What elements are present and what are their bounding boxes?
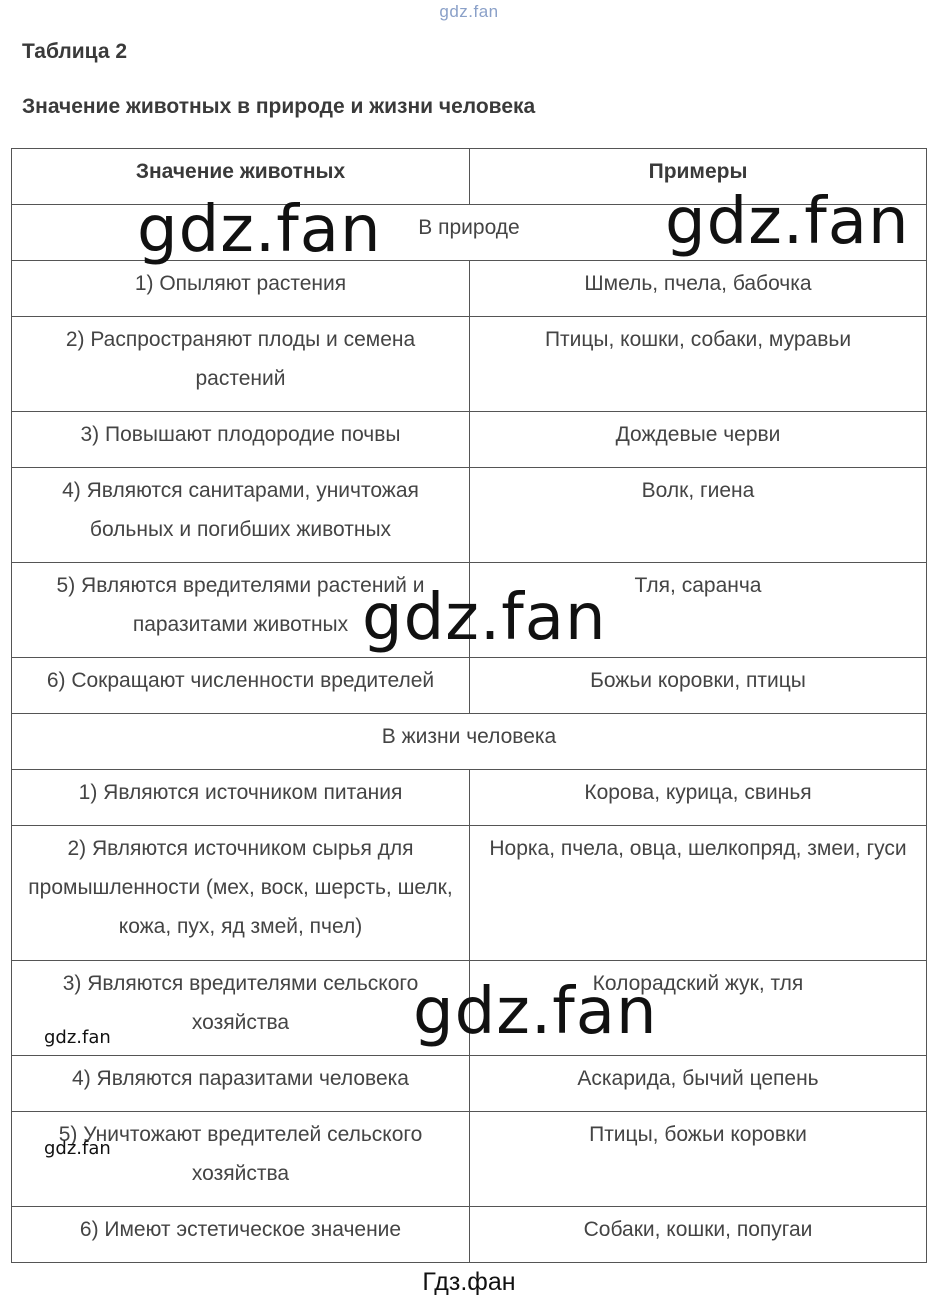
meaning-cell: 3) Повышают плодородие почвы bbox=[12, 412, 470, 468]
examples-cell: Норка, пчела, овца, шелкопряд, змеи, гуси bbox=[470, 826, 927, 961]
meaning-cell: 1) Опыляют растения bbox=[12, 261, 470, 317]
examples-cell: Аскарида, бычий цепень bbox=[470, 1056, 927, 1112]
meaning-cell: 6) Сокращают численности вредителей bbox=[12, 658, 470, 714]
examples-cell: Божьи коровки, птицы bbox=[470, 658, 927, 714]
section-row bbox=[12, 714, 927, 770]
table-row bbox=[12, 1056, 927, 1112]
table-row bbox=[12, 1207, 927, 1263]
examples-cell: Шмель, пчела, бабочка bbox=[470, 261, 927, 317]
watermark-top: gdz.fan bbox=[439, 2, 499, 21]
watermark-overlay: gdz.fan bbox=[44, 1138, 111, 1159]
meaning-cell: 2) Распространяют плоды и семена растений bbox=[12, 317, 470, 412]
examples-cell: Птицы, божьи коровки bbox=[470, 1112, 927, 1207]
table-row bbox=[12, 468, 927, 563]
examples-cell: Колорадский жук, тля bbox=[470, 961, 927, 1056]
footer-watermark: Гдз.фан bbox=[422, 1268, 516, 1296]
watermark-overlay: gdz.fan bbox=[44, 1027, 111, 1048]
table-row bbox=[12, 770, 927, 826]
column-header-examples: Примеры bbox=[470, 149, 927, 205]
meaning-cell: 1) Являются источником питания bbox=[12, 770, 470, 826]
table-row bbox=[12, 658, 927, 714]
animals-table bbox=[11, 148, 927, 1263]
table-row bbox=[12, 317, 927, 412]
table-row bbox=[12, 1112, 927, 1207]
section-title-nature: В природе bbox=[12, 205, 927, 261]
column-header-meaning: Значение животных bbox=[12, 149, 470, 205]
meaning-cell: 6) Имеют эстетическое значение bbox=[12, 1207, 470, 1263]
examples-cell: Дождевые черви bbox=[470, 412, 927, 468]
meaning-cell: 2) Являются источником сырья для промышленности (мех, воск, шерсть, шелк, кожа, пух, яд змей, пчел) bbox=[12, 826, 470, 961]
meaning-cell: 5) Являются вредителями растений и паразитами животных bbox=[12, 563, 470, 658]
meaning-cell: 4) Являются паразитами человека bbox=[12, 1056, 470, 1112]
section-title-human-life: В жизни человека bbox=[12, 714, 927, 770]
page-title: Значение животных в природе и жизни человека bbox=[22, 95, 536, 118]
meaning-cell: 3) Являются вредителями сельского хозяйства bbox=[12, 961, 470, 1056]
table-row bbox=[12, 826, 927, 961]
examples-cell: Собаки, кошки, попугаи bbox=[470, 1207, 927, 1263]
watermark-overlay: gdz.fan bbox=[665, 185, 910, 259]
examples-cell: Тля, саранча bbox=[470, 563, 927, 658]
table-row bbox=[12, 261, 927, 317]
examples-cell: Волк, гиена bbox=[470, 468, 927, 563]
meaning-cell: 5) Уничтожают вредителей сельского хозяйства bbox=[12, 1112, 470, 1207]
watermark-overlay: gdz.fan bbox=[137, 193, 382, 267]
table-row bbox=[12, 412, 927, 468]
watermark-overlay: gdz.fan bbox=[413, 975, 658, 1049]
watermark-overlay: gdz.fan bbox=[362, 581, 607, 655]
examples-cell: Птицы, кошки, собаки, муравьи bbox=[470, 317, 927, 412]
meaning-cell: 4) Являются санитарами, уничтожая больных и погибших животных bbox=[12, 468, 470, 563]
examples-cell: Корова, курица, свинья bbox=[470, 770, 927, 826]
table-label: Таблица 2 bbox=[22, 40, 128, 63]
